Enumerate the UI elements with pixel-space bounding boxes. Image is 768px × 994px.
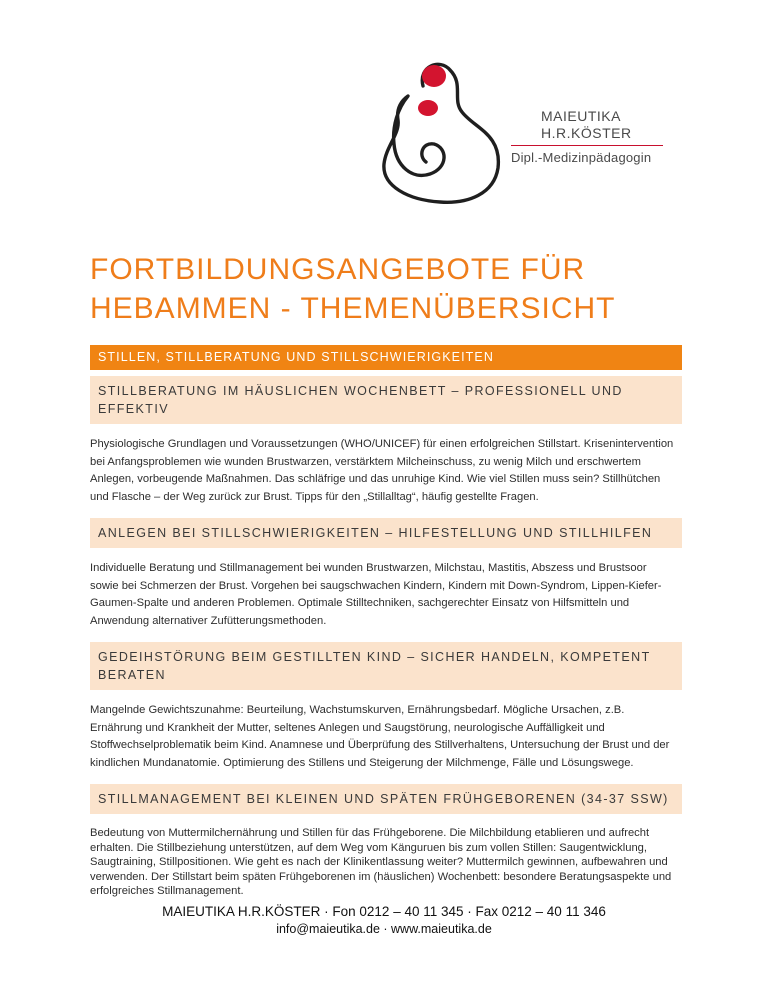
topic-title: STILLMANAGEMENT BEI KLEINEN UND SPÄTEN FRÜHGEBORENEN (34-37 SSW) [90, 784, 682, 814]
topic-description: Bedeutung von Muttermilchernährung und Stillen für das Frühgeborene. Die Milchbildung etablieren und aufrecht erhalten. Die Stillbeziehung unterstützen, auf dem Weg vom Känguruen bis zum vollen Stillen: Saugentwicklung, Saugtraining, Stillpositionen. Wie geht es nach der Klinikentlassung weiter? Muttermilch gewinnen, aufbewahren und verwenden. Der Stillstart beim späten Frühgeborenen im (häuslichen) Wochenbett: besondere Beratungsaspekte und erfolgreiches Stillmanagement. [90, 827, 672, 897]
topic-title: ANLEGEN BEI STILLSCHWIERIGKEITEN – HILFESTELLUNG UND STILLHILFEN [90, 518, 682, 548]
category-header: STILLEN, STILLBERATUNG UND STILLSCHWIERIGKEITEN [90, 345, 682, 370]
topic-list [90, 345, 682, 911]
topic-description: Physiologische Grundlagen und Voraussetzungen (WHO/UNICEF) für einen erfolgreichen Stillstart. Krisenintervention bei Anfangsproblemen wie wunden Brustwarzen, verstärktem Milcheinschuss, zu wenig Milch und erschwertem Anlegen, vorbeugende Maßnahmen. Das schläfrige und das unruhige Kind. Wie viel Stillen muss sein? Stillhütchen und Flasche – der Weg zurück zur Brust. Tipps für den „Stillalltag“, häufig gestellte Fragen. [90, 438, 674, 503]
logo-red-body [418, 100, 438, 116]
page-title-line2: HEBAMMEN - THEMENÜBERSICHT [90, 292, 616, 325]
topic-description: Mangelnde Gewichtszunahme: Beurteilung, Wachstumskurven, Ernährungsbedarf. Mögliche Ursachen, z.B. Ernährung und Krankheit der Mutter, seltenes Anlegen und Saugstörung, neurologische Auffälligkeit und Stoffwechselproblematik beim Kind. Anamnese und Überprüfung des Stillverhaltens, Untersuchung der Brust und der kindlichen Mundanatomie. Optimierung des Stillens und Steigerung der Milchmenge, Fälle und Lösungswege. [90, 704, 670, 769]
page-title-line1: FORTBILDUNGSANGEBOTE FÜR [90, 253, 586, 286]
logo-red-head [422, 65, 446, 87]
topic-description: Individuelle Beratung und Stillmanagement bei wunden Brustwarzen, Milchstau, Mastitis, Abszess und Brustsoor sowie bei Schmerzen der Brust. Vorgehen bei saugschwachen Kindern, Kindern mit Down-Syndrom, Lippen-Kiefer-Gaumen-Spalte und anderen Problemen. Optimale Stilltechniken, sachgerechter Einsatz von Hilfsmitteln und Anwendung alternativer Zufütterungsmethoden. [90, 562, 662, 627]
footer-contact: MAIEUTIKA H.R.KÖSTER · Fon 0212 – 40 11 345 · Fax 0212 – 40 11 346 [162, 904, 606, 919]
brand-name-line2: H.R.KÖSTER [541, 125, 632, 141]
brand-name-line1: MAIEUTIKA [541, 108, 621, 124]
brand-subtitle: Dipl.-Medizinpädagogin [511, 150, 652, 165]
topic-title: GEDEIHSTÖRUNG BEIM GESTILLTEN KIND – SICHER HANDELN, KOMPETENT BERATEN [90, 642, 682, 690]
brand-divider [511, 145, 663, 146]
brand-block [511, 108, 671, 165]
page-title [90, 250, 690, 328]
footer-web: info@maieutika.de · www.maieutika.de [276, 922, 492, 936]
maieutika-logo-icon [378, 56, 504, 204]
topic-title: STILLBERATUNG IM HÄUSLICHEN WOCHENBETT – PROFESSIONELL UND EFFEKTIV [90, 376, 682, 424]
logo-outline [384, 64, 498, 202]
footer [0, 903, 768, 938]
